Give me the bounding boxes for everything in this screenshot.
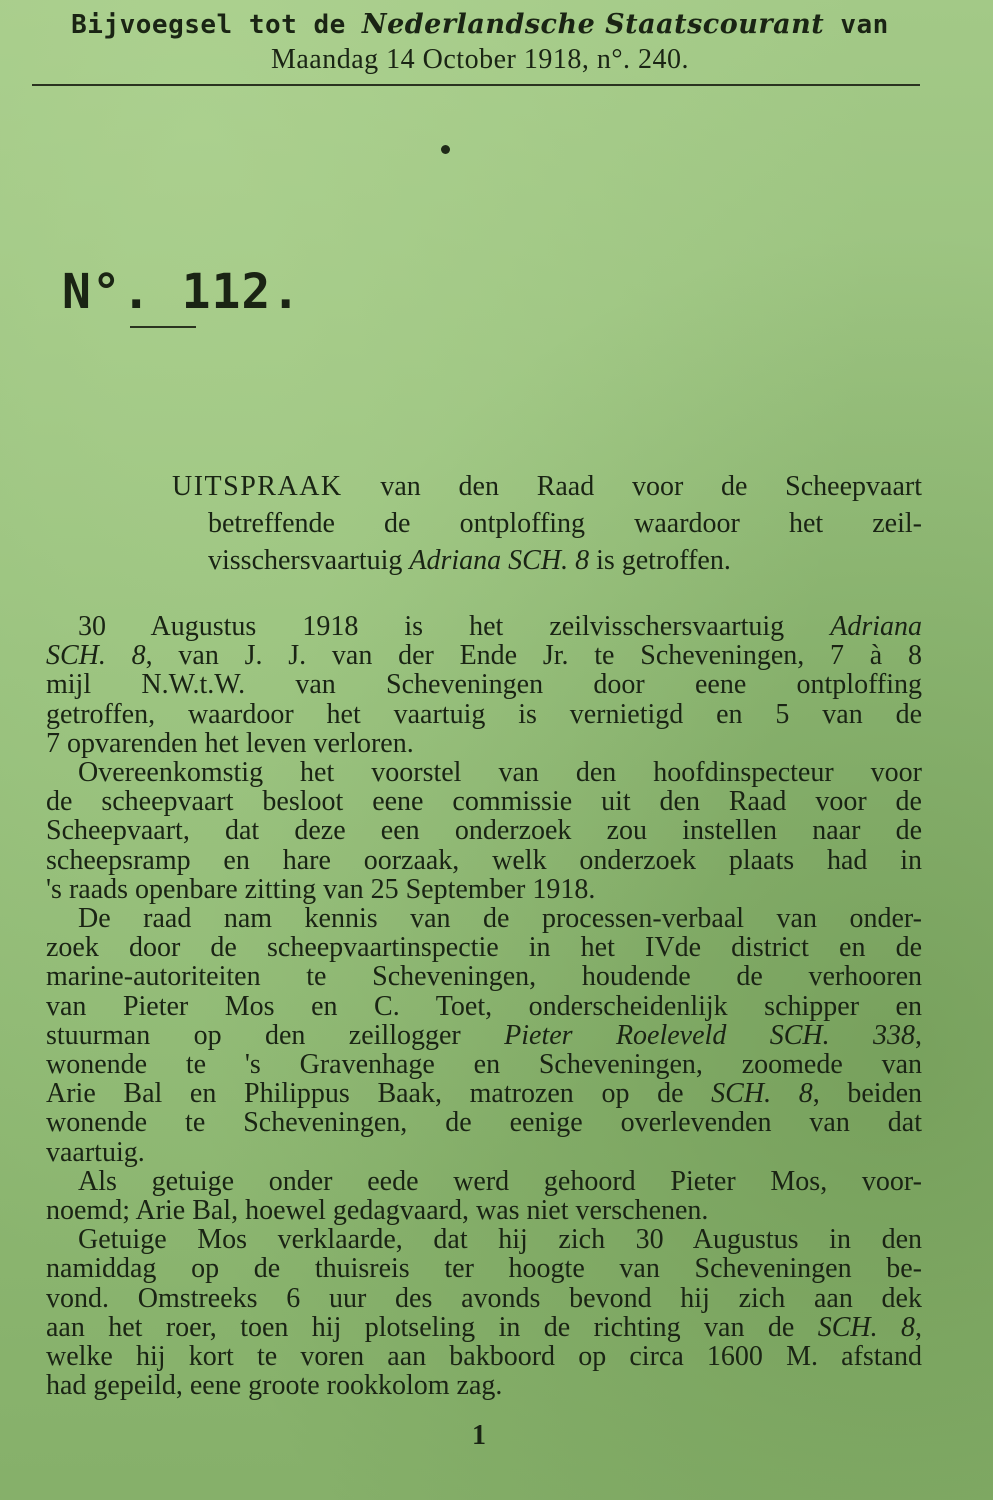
p1-line-2 bbox=[46, 641, 922, 670]
p2-line-1: Overeenkomstig het voorstel van den hoofdinspecteur voor bbox=[78, 757, 922, 789]
page-number: 1 bbox=[472, 1420, 486, 1451]
header-gazette-name: Nederlandsche Staatscourant bbox=[361, 9, 825, 40]
p2-line-5: 's raads openbare zitting van 25 September 1918. bbox=[46, 873, 596, 905]
p3-line-2: zoek door de scheepvaartinspectie in het IVde district en de bbox=[46, 932, 922, 964]
p5-line-4-c: , bbox=[915, 1311, 922, 1343]
p3-line-3: marine-autoriteiten te Scheveningen, houdende de verhooren bbox=[46, 961, 922, 993]
p1-line-2-b: , van J. J. van der Ende Jr. te Scheveningen, 7 à 8 bbox=[145, 640, 922, 672]
document-title bbox=[172, 468, 922, 579]
p5-line-4 bbox=[46, 1313, 922, 1342]
paragraph-4 bbox=[46, 1167, 922, 1225]
p3-line-7-a: Arie Bal en Philippus Baak, matrozen op de bbox=[46, 1078, 712, 1110]
paragraph-1 bbox=[46, 612, 922, 758]
p3-line-5-a: stuurman op den zeillogger bbox=[46, 1019, 505, 1051]
p1-line-1 bbox=[46, 612, 922, 641]
p5-line-1: Getuige Mos verklaarde, dat hij zich 30 Augustus in den bbox=[78, 1224, 922, 1256]
p3-line-7 bbox=[46, 1079, 922, 1108]
p1-line-1-a: 30 Augustus 1918 is het zeilvisschersvaartuig bbox=[78, 611, 831, 642]
header-divider bbox=[32, 84, 920, 86]
p3-line-5 bbox=[46, 1021, 922, 1050]
ornament-dot bbox=[441, 145, 450, 154]
document-body bbox=[46, 612, 922, 1400]
p1-line-5: 7 opvarenden het leven verloren. bbox=[46, 727, 414, 759]
title-line-3-a: visschersvaartuig bbox=[208, 545, 410, 576]
header-text-c: van bbox=[824, 10, 889, 40]
title-keyword: UITSPRAAK bbox=[172, 471, 343, 502]
title-line-3-c: is getroffen. bbox=[589, 545, 731, 576]
p1-line-3: mijl N.W.t.W. van Scheveningen door eene ontploffing bbox=[46, 669, 922, 701]
title-line-1-rest: van den Raad voor de Scheepvaart bbox=[342, 471, 922, 502]
title-line-2: betreffende de ontploffing waardoor het zeil- bbox=[208, 508, 922, 539]
p3-logger-name: Pieter Roeleveld SCH. 338 bbox=[504, 1019, 915, 1051]
p5-vessel-code: SCH. 8 bbox=[817, 1311, 915, 1343]
p4-line-1: Als getuige onder eede werd gehoord Pieter Mos, voor- bbox=[78, 1165, 922, 1197]
gazette-header bbox=[40, 8, 920, 78]
p5-line-5: welke hij kort te voren aan bakboord op circa 1600 M. afstand bbox=[46, 1341, 922, 1373]
p2-line-2: de scheepvaart besloot eene commissie uit den Raad voor de bbox=[46, 786, 922, 818]
p5-line-4-a: aan het roer, toen hij plotseling in de richting van de bbox=[46, 1311, 818, 1343]
number-underline bbox=[130, 326, 196, 328]
p1-line-4: getroffen, waardoor het vaartuig is vernietigd en 5 van de bbox=[46, 698, 922, 730]
p2-line-4: scheepsramp en hare oorzaak, welk onderzoek plaats had in bbox=[46, 844, 922, 876]
p5-line-2: namiddag op de thuisreis ter hoogte van Scheveningen be- bbox=[46, 1253, 922, 1285]
p3-line-7-c: , beiden bbox=[812, 1078, 922, 1110]
p5-line-3: vond. Omstreeks 6 uur des avonds bevond hij zich aan dek bbox=[46, 1282, 922, 1314]
p2-line-3: Scheepvaart, dat deze een onderzoek zou instellen naar de bbox=[46, 815, 922, 847]
p3-line-1: De raad nam kennis van de processen-verbaal van onder- bbox=[78, 903, 922, 935]
p5-line-6: had gepeild, eene groote rookkolom zag. bbox=[46, 1370, 503, 1402]
header-date-line: Maandag 14 October 1918, n°. 240. bbox=[270, 44, 690, 75]
document-number: N°. 112. bbox=[62, 264, 302, 320]
title-vessel-name: Adriana SCH. 8 bbox=[409, 545, 590, 576]
p1-vessel-name: Adriana bbox=[830, 611, 922, 642]
title-line-1 bbox=[172, 468, 922, 505]
p3-vessel-code: SCH. 8 bbox=[711, 1078, 813, 1110]
paragraph-5 bbox=[46, 1225, 922, 1400]
p3-line-8: wonende te Scheveningen, de eenige overlevenden van dat bbox=[46, 1107, 922, 1139]
title-line-3 bbox=[172, 542, 922, 579]
p3-line-4: van Pieter Mos en C. Toet, onderscheidenlijk schipper en bbox=[46, 990, 922, 1022]
p3-line-5-c: , bbox=[915, 1019, 922, 1051]
p1-vessel-code: SCH. 8 bbox=[46, 640, 146, 672]
header-text-a: Bijvoegsel tot de bbox=[71, 10, 362, 40]
paragraph-3 bbox=[46, 904, 922, 1167]
p3-line-6: wonende te 's Gravenhage en Scheveningen, zoomede van bbox=[46, 1049, 922, 1081]
paragraph-2 bbox=[46, 758, 922, 904]
p3-line-9: vaartuig. bbox=[46, 1136, 145, 1168]
header-supplement-line bbox=[40, 8, 920, 42]
p4-line-2: noemd; Arie Bal, hoewel gedagvaard, was niet verschenen. bbox=[46, 1195, 709, 1227]
